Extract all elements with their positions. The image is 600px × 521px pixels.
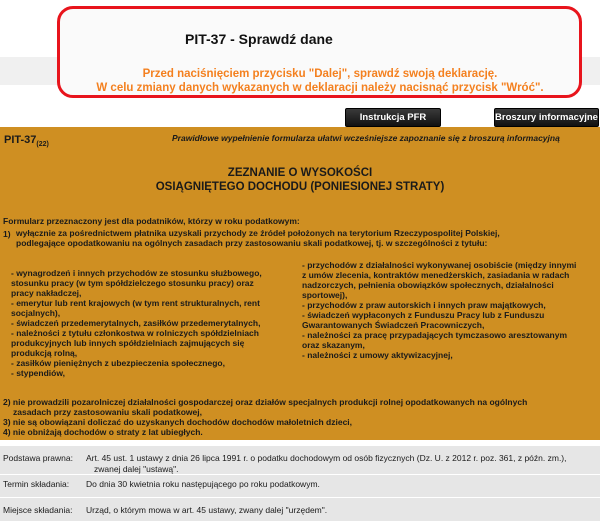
left-income-list xyxy=(11,268,291,378)
header-box xyxy=(57,6,582,98)
podstawa-value xyxy=(86,453,591,475)
divider xyxy=(0,497,600,498)
document-title-line-2: OSIĄGNIĘTEGO DOCHODU (PONIESIONEJ STRATY) xyxy=(155,181,445,193)
item1-line-2: podlegające opodatkowaniu na ogólnych zasadach przy zastosowaniu skali podatkowej, tj. w szczególności z tytułu: xyxy=(16,238,488,248)
condition-2-line-1: 2) nie prowadzili pozarolniczej działalności gospodarczej oraz działów specjalnych produkcji rolnej opodatkowanych na ogólnych xyxy=(3,397,528,407)
list-item: - świadczeń wypłaconych z Funduszu Pracy lub z Funduszu xyxy=(302,310,545,320)
instruction-line-1: Przed naciśnięciem przycisku "Dalej", sprawdź swoją deklarację. xyxy=(142,68,498,80)
list-item: - przychodów z działalności wykonywanej osobiście (między innymi xyxy=(302,260,577,270)
form-name xyxy=(4,134,49,148)
list-item: socjalnych), xyxy=(11,308,61,318)
list-item: - zasiłków pieniężnych z ubezpieczenia społecznego, xyxy=(11,358,225,368)
list-item: Gwarantowanych Świadczeń Pracowniczych, xyxy=(302,320,485,330)
list-item: produkcją rolną, xyxy=(11,348,78,358)
podstawa-label: Podstawa prawna: xyxy=(3,453,73,463)
item1-line-1: wyłącznie za pośrednictwem płatnika uzyskali przychody ze źródeł położonych na terytorium Rzeczypospolitej Polskiej, xyxy=(16,228,500,238)
podstawa-line-2: zwanej dalej "ustawą". xyxy=(94,464,179,474)
document-title-line-1: ZEZNANIE O WYSOKOŚCI xyxy=(227,167,373,179)
list-item: - należności z umowy aktywizacyjnej, xyxy=(302,350,453,360)
right-income-list xyxy=(302,260,587,360)
list-item: - wynagrodzeń i innych przychodów ze stosunku służbowego, xyxy=(11,268,262,278)
list-item: - przychodów z praw autorskich i innych praw majątkowych, xyxy=(302,300,546,310)
item1-number: 1) xyxy=(3,229,11,239)
form-code: PIT-37 xyxy=(4,134,37,146)
list-item: - stypendiów, xyxy=(11,368,65,378)
condition-2-line-2: zasadach przy zastosowaniu skali podatkowej, xyxy=(13,407,202,417)
instruction-line-2: W celu zmiany danych wykazanych w deklaracji należy nacisnąć przycisk "Wróć". xyxy=(96,82,544,94)
instruction-message xyxy=(60,67,580,95)
miejsce-label: Miejsce składania: xyxy=(3,505,73,515)
list-item: sportowej), xyxy=(302,290,348,300)
list-item: stosunku pracy (w tym spółdzielczego stosunku pracy) oraz xyxy=(11,278,254,288)
termin-label: Termin składania: xyxy=(3,479,70,489)
broszury-informacyjne-button[interactable]: Broszury informacyjne xyxy=(494,108,599,127)
list-item: produkcyjnych lub innych spółdzielniach zajmujących się xyxy=(11,338,245,348)
form-note: Prawidłowe wypełnienie formularza ułatwi wcześniejsze zapoznanie się z broszurą informacyjną xyxy=(172,133,560,143)
list-item: nadzorczych, pełnienia obowiązków społecznych, działalności xyxy=(302,280,554,290)
item1-text xyxy=(16,228,536,248)
conditions-list xyxy=(3,397,593,437)
list-item: - emerytur lub rent krajowych (w tym rent strukturalnych, rent xyxy=(11,298,260,308)
podstawa-line-1: Art. 45 ust. 1 ustawy z dnia 26 lipca 1991 r. o podatku dochodowym od osób fizycznych (Dz. U. z 2012 r. poz. 361, z późn. zm.), xyxy=(86,453,567,463)
list-item: - należności z tytułu członkostwa w rolniczych spółdzielniach xyxy=(11,328,259,338)
list-item: - należności za pracę przypadających tymczasowo aresztowanym xyxy=(302,330,568,340)
form-version: (22) xyxy=(36,141,49,149)
form-intro: Formularz przeznaczony jest dla podatników, którzy w roku podatkowym: xyxy=(3,216,300,226)
list-item: z umów zlecenia, kontraktów menedżerskich, zasiadania w radach xyxy=(302,270,570,280)
page-title: PIT-37 - Sprawdź dane xyxy=(185,31,333,47)
termin-value: Do dnia 30 kwietnia roku następującego po roku podatkowym. xyxy=(86,479,320,489)
document-title xyxy=(0,166,600,194)
miejsce-value: Urząd, o którym mowa w art. 45 ustawy, zwany dalej "urzędem". xyxy=(86,505,328,515)
condition-3: 3) nie są obowiązani doliczać do uzyskanych dochodów dochodów małoletnich dzieci, xyxy=(3,417,353,427)
list-item: - świadczeń przedemerytalnych, zasiłków przedemerytalnych, xyxy=(11,318,261,328)
list-item: pracy nakładczej, xyxy=(11,288,82,298)
instrukcja-pfr-button[interactable]: Instrukcja PFR xyxy=(345,108,441,127)
condition-4: 4) nie obniżają dochodów o straty z lat ubiegłych. xyxy=(3,427,203,437)
list-item: oraz skazanym, xyxy=(302,340,365,350)
